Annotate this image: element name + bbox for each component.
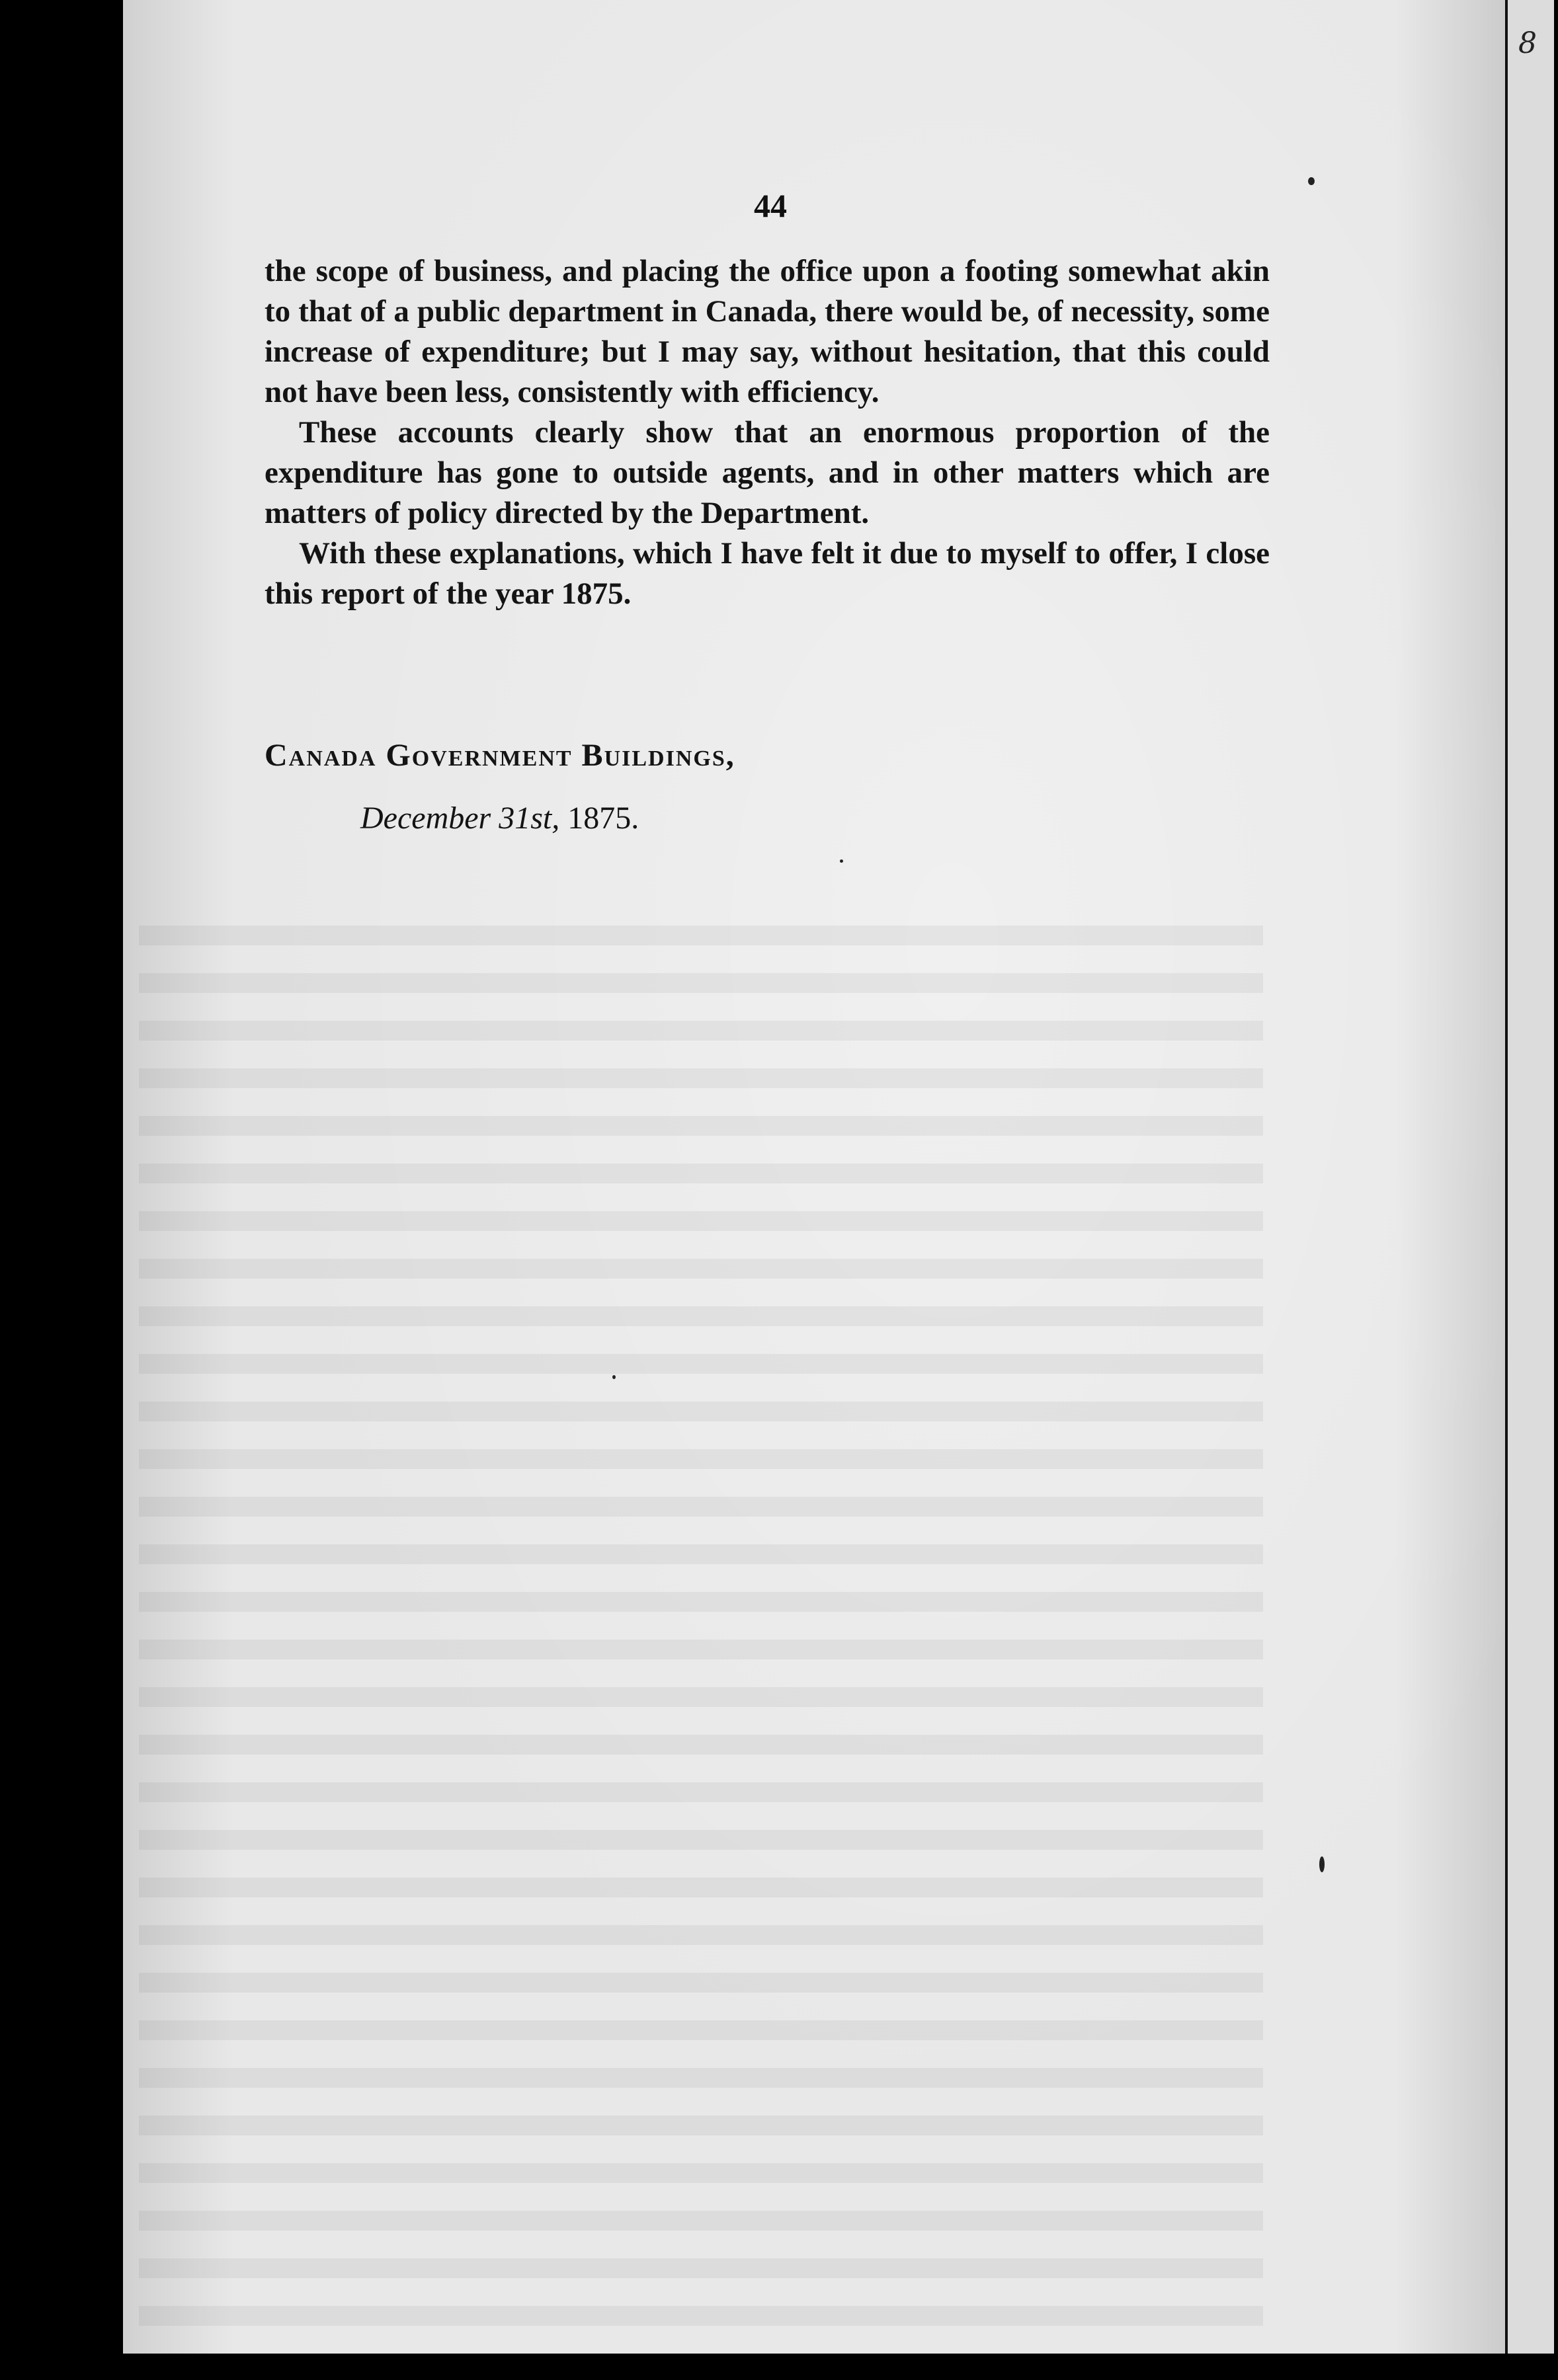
signoff-date: [360, 800, 639, 836]
scan-speck: [840, 859, 843, 863]
report-body: [265, 251, 1270, 614]
corner-handwritten-mark: 8: [1518, 26, 1537, 60]
paragraph-closing: With these explanations, which I have felt it due to myself to offer, I close this report of the year 1875.: [265, 536, 1270, 611]
scan-speck: [1319, 1856, 1325, 1872]
paragraph-continuation: the scope of business, and placing the office upon a footing somewhat akin to that of a public department in Canada, there would be, of necessity, some increase of expenditure; but I may say, without hesitation, that this could not have been less, consistently with efficiency.: [265, 254, 1270, 409]
page-number: 44: [754, 187, 787, 224]
signoff-date-year: 1875.: [567, 801, 639, 836]
scan-speck: [612, 1375, 616, 1379]
scan-speck: [1308, 177, 1315, 185]
paragraph-accounts: These accounts clearly show that an enormous proportion of the expenditure has gone to outside agents, and in other matters which are matters of policy directed by the Department.: [265, 415, 1270, 530]
signoff-date-day: December 31st,: [360, 801, 560, 836]
signoff-place: Canada Government Buildings,: [265, 738, 735, 773]
adjacent-page-edge: [1505, 0, 1554, 2354]
bleed-through-texture: [139, 926, 1263, 2380]
